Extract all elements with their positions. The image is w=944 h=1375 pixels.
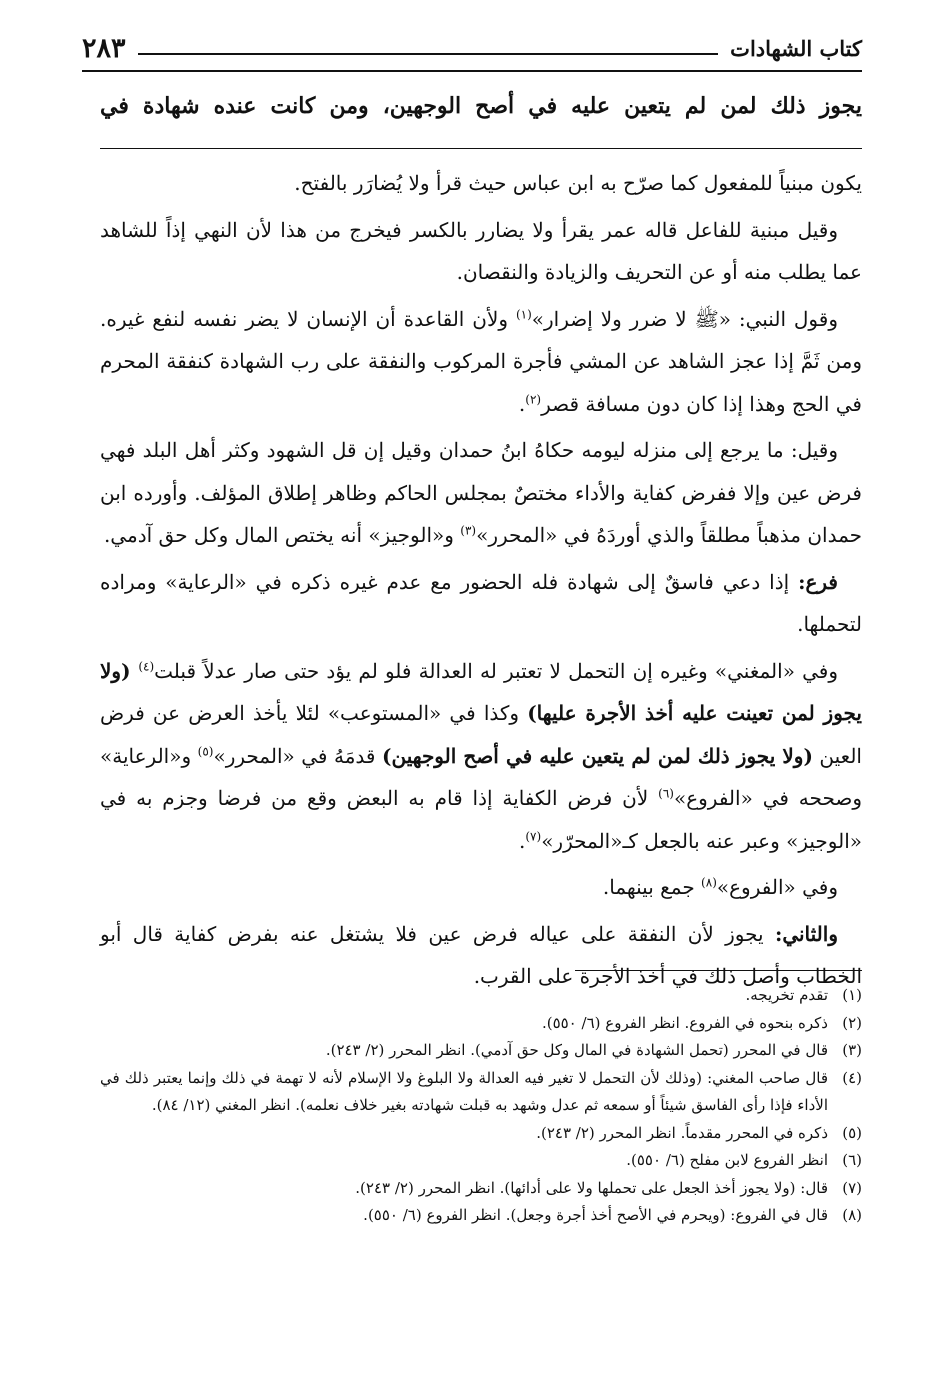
paragraph-text: ولأن القاعدة أن الإنسان لا يضر نفسه لنفع غيره. ومن ثَمَّ إذا عجز الشاهد عن المشي فأجرة المركوب والنفقة على رب الشهادة كنفقة المحرم في الحج وهذا إذا كان دون مسافة قصر (100, 306, 862, 416)
footnotes (100, 982, 862, 1230)
commentary-paragraph (100, 561, 862, 646)
book-title: كتاب الشهادات (730, 35, 862, 61)
page-number: ٢٨٣ (82, 32, 126, 64)
footnote-number: (٥) (842, 1123, 862, 1142)
footnote-text: قال في الفروع: (ويحرم في الأصح أخذ أجرة وجعل). انظر الفروع (٦/ ٥٥٠). (363, 1206, 828, 1224)
footnote-number: (٤) (842, 1068, 862, 1087)
footnote-ref: (٢) (525, 391, 542, 406)
footnote-text: قال: (ولا يجوز أخذ الجعل على تحملها ولا على أدائها). انظر المحرر (٢/ ٢٤٣). (355, 1178, 828, 1197)
footnote-ref: (٨) (701, 875, 717, 890)
paragraph-text: . (518, 391, 526, 416)
commentary-paragraph (100, 162, 862, 205)
footnote-number: (٦) (842, 1151, 862, 1169)
paragraph-text: يكون مبنياً للمفعول كما صرّح به ابن عباس حيث قرأ ولا يُضارَر بالفتح. (294, 171, 862, 195)
footnote-ref: (١) (515, 306, 532, 321)
footnote-number: (٢) (842, 1013, 862, 1032)
paragraph-text: وكذا في «المستوعب» لئلا يأخذ العرض عن فرض العين (100, 701, 862, 768)
paragraph-text: لأن فرض الكفاية إذا قام به البعض وقع من فرضا وجزم به في «الوجيز» وعبر عنه بالجعل كـ«المحرّر» (100, 786, 862, 853)
footnote-item (100, 1010, 862, 1038)
paragraph-text: جمع بينهما. (602, 875, 702, 899)
footnote-item (100, 982, 862, 1010)
footnote-number: (١) (842, 986, 862, 1004)
commentary-paragraph (100, 298, 862, 426)
quoted-matn: (ولا يجوز ذلك لمن لم يتعين عليه في أصح الوجهين) (382, 743, 813, 768)
page-header (82, 28, 862, 68)
footnote-item (100, 1175, 862, 1203)
paragraph-text: . (519, 828, 526, 853)
paragraph-text: وقيل: ما يرجع إلى منزله ليومه حكاهُ ابنُ حمدان وقيل إن قل الشهود وكثر أهل البلد فهي فرض عين وإلا ففرض كفاية والأداء مختصٌ بمجلس الحاكم وظاهر إطلاق المؤلف. وأورده ابن حمدان مذهباً مطلقاً والذي أوردَهُ في «المحرر» (100, 438, 862, 547)
paragraph-text: يجوز لأن النفقة على عياله فرض عين فلا يشتغل عنه بفرض كفاية قال أبو الخطاب وأصل ذلك في أخذ الأجرة على القرب. (100, 921, 862, 988)
paragraph-text: و«الوجيز» أنه يختص المال وكل حق آدمي. (103, 523, 461, 547)
paragraph-text: وفي «الفروع» (716, 875, 838, 899)
footnote-number: (٧) (842, 1178, 862, 1197)
paragraph-text: قدمَهُ في «المحرر» (213, 743, 382, 768)
footnote-text: تقدم تخريجه. (745, 986, 828, 1004)
footnote-item (100, 1147, 862, 1175)
footnote-text: ذكره في المحرر مقدماً. انظر المحرر (٢/ ٢٤٣). (536, 1123, 828, 1142)
quoted-matn: (ولا يجوز لمن تعينت عليه أخذ الأجرة عليها) (100, 658, 862, 725)
matn-text: يجوز ذلك لمن لم يتعين عليه في أصح الوجهين، ومن كانت عنده شهادة في (100, 93, 862, 119)
footnote-ref: (٦) (658, 786, 674, 801)
paragraph-text: وفي «المغني» وغيره إن التحمل لا تعتبر له العدالة فلو لم يؤد حتى صار عدلاً قبلت (154, 658, 838, 683)
footnote-text: انظر الفروع لابن مفلح (٦/ ٥٥٠). (626, 1151, 828, 1169)
footnote-text: قال صاحب المغني: (وذلك لأن التحمل لا تغير فيه العدالة ولا البلوغ ولا الإسلام لأنه لا تهمة في ذلك وإنما يعتبر ذلك في الأداء فإذا رأى الفاسق شيئاً أو سمعه ثم عدل وشهد به قبلت شهادته بغير خلاف نعلمه). انظر المغني (١٢/ ٨٤). (100, 1068, 828, 1114)
commentary (100, 162, 862, 1002)
footnote-ref: (٤) (138, 658, 155, 673)
footnote-ref: (٣) (460, 523, 477, 538)
footnote-divider (575, 970, 862, 971)
footnote-ref: (٥) (197, 743, 214, 758)
branch-label: فرع: (798, 569, 838, 594)
header-divider (82, 70, 862, 72)
commentary-paragraph (100, 650, 862, 863)
matn-divider (100, 148, 862, 149)
footnote-item (100, 1037, 862, 1065)
footnote-number: (٨) (842, 1206, 862, 1224)
footnote-item (100, 1065, 862, 1120)
paragraph-text: و«الرعاية» وصححه في «الفروع» (100, 743, 862, 810)
paragraph-text: إذا دعي فاسقٌ إلى شهادة فله الحضور مع عدم غيره ذكره في «الرعاية» ومراده لتحملها. (100, 569, 862, 636)
second-opinion-label: والثاني: (774, 921, 838, 946)
paragraph-text: وقيل مبنية للفاعل قاله عمر يقرأ ولا يضارر بالكسر فيخرج من هذا لأن النهي إذاً للشاهد عما يطلب منه أو عن التحريف والزيادة والنقصان. (100, 217, 862, 284)
footnote-text: ذكره بنحوه في الفروع. انظر الفروع (٦/ ٥٥٠). (541, 1013, 828, 1032)
paragraph-text: وقول النبي: «ﷺ لا ضرر ولا إضرار» (531, 306, 838, 331)
footnote-item (100, 1202, 862, 1230)
commentary-paragraph (100, 429, 862, 557)
footnote-number: (٣) (842, 1041, 862, 1059)
commentary-paragraph (100, 866, 862, 909)
commentary-paragraph (100, 209, 862, 294)
footnote-item (100, 1120, 862, 1148)
footnote-text: قال في المحرر (تحمل الشهادة في المال وكل حق آدمي). انظر المحرر (٢/ ٢٤٣). (325, 1041, 828, 1059)
footnote-ref: (٧) (525, 828, 542, 843)
header-rule (138, 53, 719, 55)
